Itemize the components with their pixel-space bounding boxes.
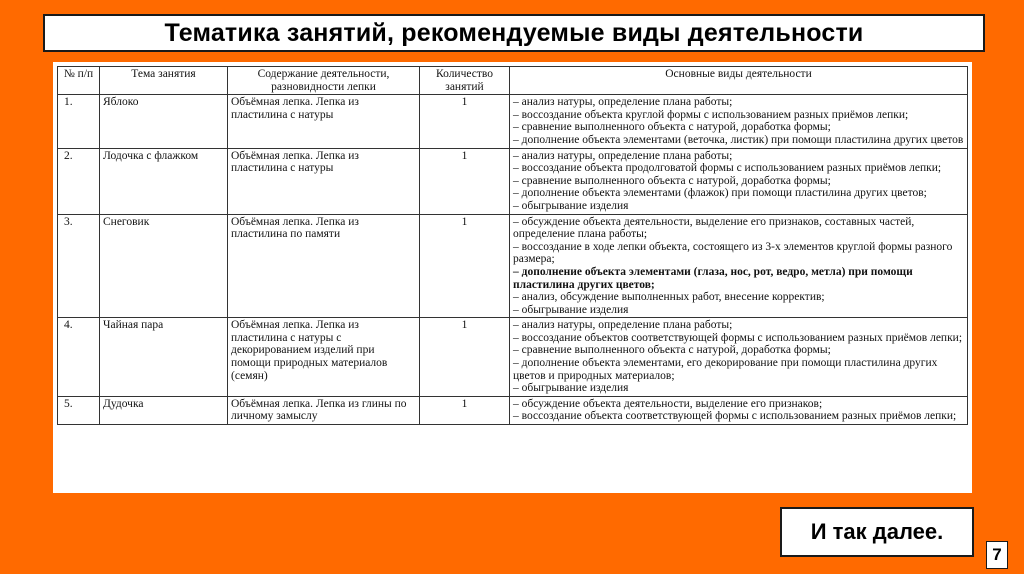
header-activities: Основные виды деятельности bbox=[510, 67, 968, 95]
row-activities bbox=[510, 148, 968, 214]
table-row bbox=[58, 214, 968, 318]
table-row bbox=[58, 148, 968, 214]
page-number: 7 bbox=[986, 541, 1008, 569]
activity-item: – обыгрывание изделия bbox=[513, 199, 629, 212]
row-topic: Чайная пара bbox=[100, 318, 228, 397]
footer-note-box bbox=[780, 507, 974, 557]
row-content: Объёмная лепка. Лепка из пластилина с натуры с декорированием изделий при помощи природных материалов (семян) bbox=[228, 318, 420, 397]
activity-item: – воссоздание объекта продолговатой формы с использованием разных приёмов лепки; bbox=[513, 162, 942, 175]
activity-item: – обыгрывание изделия bbox=[513, 303, 629, 316]
row-count: 1 bbox=[420, 148, 510, 214]
lessons-table bbox=[57, 66, 968, 425]
row-content: Объёмная лепка. Лепка из пластилина с натуры bbox=[228, 148, 420, 214]
slide-title: Тематика занятий, рекомендуемые виды деятельности bbox=[164, 18, 864, 47]
row-content: Объёмная лепка. Лепка из пластилина с натуры bbox=[228, 95, 420, 148]
activity-item: – дополнение объекта элементами (флажок) при помощи пластилина других цветов; bbox=[513, 187, 927, 200]
row-topic: Лодочка с флажком bbox=[100, 148, 228, 214]
activity-item: – обсуждение объекта деятельности, выделение его признаков; bbox=[513, 397, 823, 410]
activity-item: – сравнение выполненного объекта с натурой, доработка формы; bbox=[513, 344, 831, 357]
activity-item: – воссоздание объекта круглой формы с использованием разных приёмов лепки; bbox=[513, 108, 909, 121]
header-num: № п/п bbox=[58, 67, 100, 95]
activity-item: – анализ натуры, определение плана работы; bbox=[513, 96, 733, 109]
table-header-row bbox=[58, 67, 968, 95]
row-num: 2. bbox=[58, 148, 100, 214]
table-row bbox=[58, 318, 968, 397]
document-scan bbox=[53, 62, 972, 493]
activity-item: – воссоздание объекта соответствующей формы с использованием разных приёмов лепки; bbox=[513, 410, 957, 423]
row-activities bbox=[510, 214, 968, 318]
row-num: 1. bbox=[58, 95, 100, 148]
row-activities bbox=[510, 95, 968, 148]
row-count: 1 bbox=[420, 95, 510, 148]
activity-item: – дополнение объекта элементами, его декорирование при помощи пластилина других цветов и природных материалов; bbox=[513, 357, 938, 382]
row-topic: Яблоко bbox=[100, 95, 228, 148]
activity-item: – анализ, обсуждение выполненных работ, внесение корректив; bbox=[513, 291, 825, 304]
activity-item: – сравнение выполненного объекта с натурой, доработка формы; bbox=[513, 174, 831, 187]
row-count: 1 bbox=[420, 318, 510, 397]
footer-note: И так далее. bbox=[810, 519, 944, 544]
row-topic: Дудочка bbox=[100, 396, 228, 424]
activity-item: – анализ натуры, определение плана работы; bbox=[513, 149, 733, 162]
activity-item: – обыгрывание изделия bbox=[513, 382, 629, 395]
activity-item: – дополнение объекта элементами (веточка, листик) при помощи пластилина других цветов bbox=[513, 133, 964, 146]
row-content: Объёмная лепка. Лепка из глины по личному замыслу bbox=[228, 396, 420, 424]
row-content: Объёмная лепка. Лепка из пластилина по памяти bbox=[228, 214, 420, 318]
row-num: 3. bbox=[58, 214, 100, 318]
row-topic: Снеговик bbox=[100, 214, 228, 318]
row-num: 5. bbox=[58, 396, 100, 424]
row-count: 1 bbox=[420, 214, 510, 318]
slide-title-box bbox=[43, 14, 985, 52]
header-content: Содержание деятельности, разновидности лепки bbox=[228, 67, 420, 95]
activity-item: – дополнение объекта элементами (глаза, нос, рот, ведро, метла) при помощи пластилина других цветов; bbox=[513, 265, 913, 291]
row-count: 1 bbox=[420, 396, 510, 424]
row-num: 4. bbox=[58, 318, 100, 397]
table-row bbox=[58, 396, 968, 424]
activity-item: – сравнение выполненного объекта с натурой, доработка формы; bbox=[513, 121, 831, 134]
table-row bbox=[58, 95, 968, 148]
header-count: Количество занятий bbox=[420, 67, 510, 95]
activity-item: – анализ натуры, определение плана работы; bbox=[513, 319, 733, 332]
activity-item: – воссоздание в ходе лепки объекта, состоящего из 3-х элементов круглой формы разного размера; bbox=[513, 240, 953, 266]
header-topic: Тема занятия bbox=[100, 67, 228, 95]
activity-item: – воссоздание объектов соответствующей формы с использованием разных приёмов лепки; bbox=[513, 331, 963, 344]
row-activities bbox=[510, 396, 968, 424]
activity-item: – обсуждение объекта деятельности, выделение его признаков, составных частей, определение плана работы; bbox=[513, 215, 915, 241]
row-activities bbox=[510, 318, 968, 397]
